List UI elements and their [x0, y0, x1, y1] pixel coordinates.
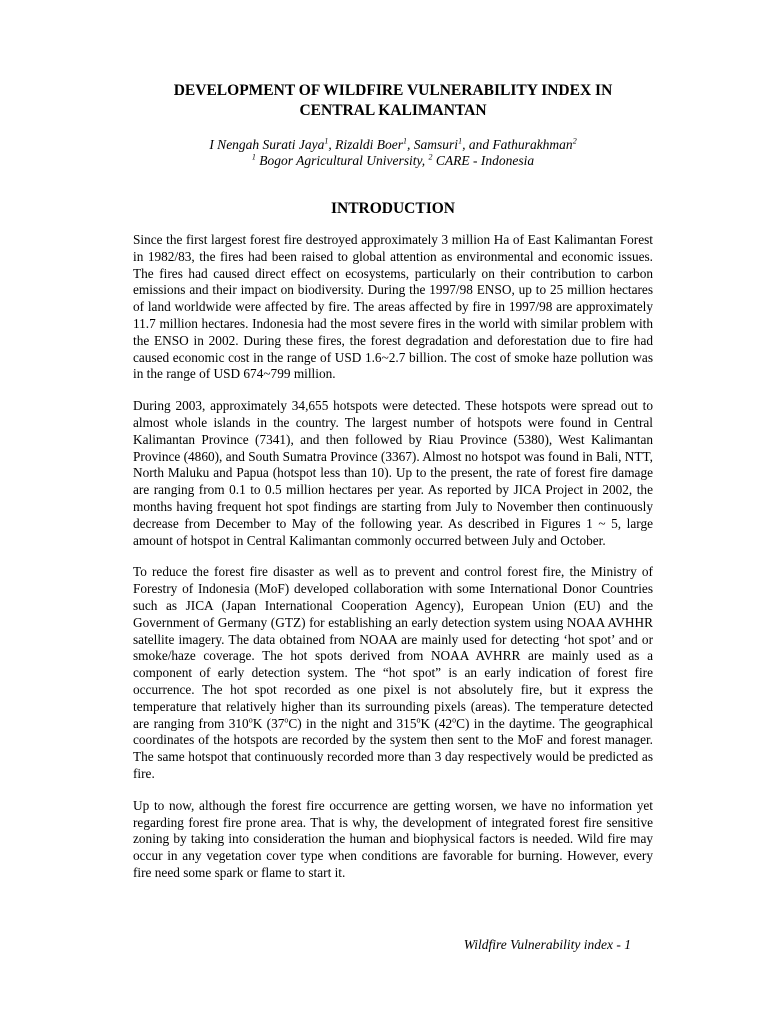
author-block: [90, 137, 696, 169]
affiliation-mark: 1: [324, 136, 329, 146]
affiliation-mark: 1: [458, 136, 463, 146]
affiliation-mark: 2: [428, 152, 433, 162]
title-line-2: CENTRAL KALIMANTAN: [299, 102, 487, 119]
author-name: Samsuri: [413, 137, 459, 152]
degree-mark: o: [416, 715, 421, 725]
paper-title: [100, 81, 686, 121]
body-text: [133, 232, 653, 897]
affiliation-mark: 1: [403, 136, 408, 146]
paragraph: Up to now, although the forest fire occurrence are getting worsen, we have no information yet regarding forest fire prone area. That is why, the development of integrated forest fire sensitive zoning by taking into consideration the human and biophysical factors is needed. Wild fire may occur in any vegetation cover type when conditions are favorable for burning. However, every fire need some spark or flame to start it.: [133, 797, 653, 880]
degree-mark: o: [284, 715, 289, 725]
author-name: Rizaldi Boer: [335, 137, 404, 152]
affiliation: Bogor Agricultural University,: [259, 153, 426, 168]
author-list: I Nengah Surati Jaya$^1$, Rizaldi Boer$^1$, Samsuri$^1$, and Fathurakhman$^2$: [209, 136, 577, 152]
affiliation-mark: 1: [251, 152, 256, 162]
author-name: Fathurakhman: [492, 137, 573, 152]
affiliation-list: [90, 153, 696, 169]
author-name: I Nengah Surati Jaya: [209, 137, 325, 152]
paragraph: To reduce the forest fire disaster as well as to prevent and control forest fire, the Ministry of Forestry of Indonesia (MoF) developed collaboration with some International Donor Countries such as JICA (Japan International Cooperation Agency), European Union (EU) and the Government of Germany (GTZ) for establishing an early detection system using NOAA AVHHR satellite imagery. The data obtained from NOAA are mainly used for detecting ‘hot spot’ and or smoke/haze coverage. The hot spots derived from NOAA AVHRR are mainly used as a component of early detection system. The “hot spot” is an early indication of forest fire occurrence. The hot spot recorded as one pixel is not absolutely fire, but it express the temperature that relatively higher than its surrounding pixels (areas). The temperature detected are ranging from 310$^o$K (37$^o$C) in the night and 315$^o$K (42$^o$C) in the daytime. The geographical coordinates of the hotspots are recorded by the system then sent to the MoF and forest manager. The same hotspot that continuously recorded more than 3 day respectively would be predicted as fire.: [133, 564, 654, 781]
affiliation: CARE - Indonesia: [435, 153, 535, 168]
title-line-1: DEVELOPMENT OF WILDFIRE VULNERABILITY INDEX IN: [173, 82, 613, 99]
degree-mark: o: [452, 715, 457, 725]
affiliation-mark: 2: [572, 136, 577, 146]
degree-mark: o: [248, 715, 253, 725]
paragraph: During 2003, approximately 34,655 hotspots were detected. These hotspots were spread out to almost whole islands in the country. The largest number of hotspots were found in Central Kalimantan Province (7341), and then followed by Riau Province (5380), West Kalimantan Province (4860), and South Sumatra Province (3367). Almost no hotspot was found in Bali, NTT, North Maluku and Papua (hotspot less than 10). Up to the present, the rate of forest fire damage are ranging from 0.1 to 0.5 million hectares per year. As reported by JICA Project in 2002, the months having frequent hot spot findings are starting from July to November then continuously decrease from December to May of the following year. As described in Figures 1 ~ 5, large amount of hotspot in Central Kalimantan commonly occurred between July and October.: [133, 398, 653, 548]
paragraph: Since the first largest forest fire destroyed approximately 3 million Ha of East Kalimantan Forest in 1982/83, the fires had been raised to global attention as environmental and economic issues. The fires had caused direct effect on ecosystems, particularly on their contribution to carbon emissions and their impact on biodiversity. During the 1997/98 ENSO, up to 25 million hectares of land worldwide were affected by fire. The areas affected by fire in 1997/98 are approximately 11.7 million hectares. Indonesia had the most severe fires in the world with similar problem with the ENSO in 2002. During these fires, the forest degradation and deforestation due to fire had caused economic cost in the range of USD 1.6~2.7 billion. The cost of smoke haze pollution was in the range of USD 674~799 million.: [133, 232, 653, 382]
section-heading: INTRODUCTION: [330, 200, 455, 217]
page-footer: Wildfire Vulnerability index - 1: [463, 937, 631, 952]
